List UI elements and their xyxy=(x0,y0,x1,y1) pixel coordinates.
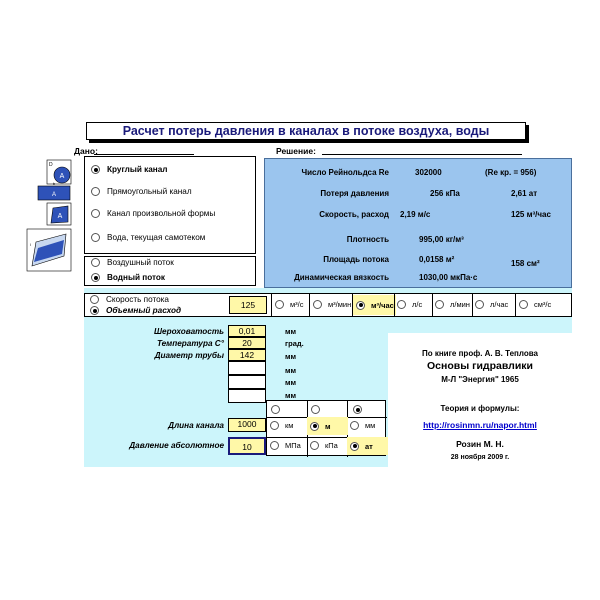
grid-radio-1[interactable] xyxy=(271,405,280,414)
length-input[interactable]: 1000 xyxy=(228,418,266,432)
reynolds-label: Число Рейнольдса Re xyxy=(301,168,389,177)
rate-input[interactable]: 125 xyxy=(229,296,267,314)
book-author-line: По книге проф. А. В. Теплова xyxy=(421,349,538,358)
empty-input-2[interactable] xyxy=(228,375,266,389)
unit-label: кПа xyxy=(325,441,338,450)
book-publisher: М-Л "Энергия" 1965 xyxy=(441,375,519,384)
solution-underline xyxy=(322,154,522,155)
rate-unit-m3s[interactable] xyxy=(275,300,304,309)
channel-type-group xyxy=(84,156,256,254)
rate-row xyxy=(84,293,572,317)
radio-volume[interactable] xyxy=(90,306,99,315)
theory-label: Теория и формулы: xyxy=(440,404,520,413)
reynolds-critical: (Re кр. = 956) xyxy=(485,168,537,177)
unit-label: л/час xyxy=(490,300,509,309)
viscosity-value: 1030,00 мкПа·с xyxy=(419,273,478,282)
rate-unit-m3min[interactable] xyxy=(313,300,351,309)
radio-m3h[interactable] xyxy=(356,301,365,310)
radio-ls[interactable] xyxy=(397,300,406,309)
svg-text:l: l xyxy=(30,242,31,247)
diameter-unit: мм xyxy=(285,352,297,361)
area-value: 0,0158 м² xyxy=(419,255,455,264)
length-unit-m[interactable] xyxy=(307,417,348,435)
author-date: 28 ноября 2009 г. xyxy=(450,454,510,461)
gravity-flow-icon[interactable] xyxy=(26,228,72,272)
rate-option-volume[interactable] xyxy=(90,306,181,315)
rate-option-label: Скорость потока xyxy=(106,295,169,304)
empty-unit-2: мм xyxy=(285,378,297,387)
flow-option-label: Водный поток xyxy=(107,273,165,282)
channel-option-label: Вода, текущая самотеком xyxy=(107,233,206,242)
rate-unit-lh[interactable] xyxy=(475,300,508,309)
reference-panel xyxy=(388,333,572,467)
rate-unit-m3h[interactable] xyxy=(353,295,396,315)
book-title: Основы гидравлики xyxy=(427,360,533,372)
empty-unit-1: мм xyxy=(285,366,297,375)
pressure-loss-label: Потеря давления xyxy=(320,189,389,198)
radio-km[interactable] xyxy=(270,421,279,430)
pressure-loss-at: 2,61 ат xyxy=(511,189,538,198)
radio-cm3s[interactable] xyxy=(519,300,528,309)
channel-option-label: Прямоугольный канал xyxy=(107,187,192,196)
flow-option-label: Воздушный поток xyxy=(107,258,174,267)
length-label: Длина канала xyxy=(168,421,224,430)
pressure-unit-at[interactable] xyxy=(347,437,388,455)
radio-m[interactable] xyxy=(310,422,319,431)
empty-unit-3: мм xyxy=(285,391,297,400)
svg-text:D: D xyxy=(49,162,53,168)
temperature-unit: град. xyxy=(285,339,304,348)
diameter-label: Диаметр трубы xyxy=(154,351,224,360)
temperature-input[interactable]: 20 xyxy=(228,337,266,349)
unit-label: м xyxy=(325,421,331,431)
area-label: Площадь потока xyxy=(323,255,389,264)
channel-option-gravity[interactable] xyxy=(91,233,205,242)
channel-option-label: Круглый канал xyxy=(107,165,168,174)
pressure-loss-kpa: 256 кПа xyxy=(430,189,460,198)
radio-m3min[interactable] xyxy=(313,300,322,309)
flow-value: 125 м³/час xyxy=(511,210,551,219)
pressure-input[interactable]: 10 xyxy=(228,437,266,455)
rate-option-label: Объемный расход xyxy=(106,306,182,315)
grid-radio-3[interactable] xyxy=(353,405,362,414)
radio-rect[interactable] xyxy=(91,187,100,196)
page-title: Расчет потерь давления в каналах в потоке воздуха, воды xyxy=(86,122,526,140)
unit-label: мм xyxy=(365,421,376,430)
diameter-input[interactable]: 142 xyxy=(228,349,266,361)
svg-text:A: A xyxy=(59,173,65,180)
flow-option-water[interactable] xyxy=(91,273,165,282)
pressure-label: Давление абсолютное xyxy=(129,441,224,450)
radio-mpa[interactable] xyxy=(270,441,279,450)
speed-flow-label: Скорость, расход xyxy=(319,210,389,219)
reference-link[interactable]: http://rosinmn.ru/napor.html xyxy=(423,420,537,430)
svg-text:b: b xyxy=(52,182,56,186)
radio-lmin[interactable] xyxy=(435,300,444,309)
pressure-unit-kpa[interactable] xyxy=(310,441,338,450)
radio-water[interactable] xyxy=(91,273,100,282)
solution-label: Решение: xyxy=(276,146,316,156)
radio-mm[interactable] xyxy=(350,421,359,430)
rate-unit-cm3s[interactable] xyxy=(519,300,551,309)
unit-label: см³/с xyxy=(534,300,552,309)
length-unit-mm[interactable] xyxy=(350,421,375,430)
roughness-label: Шероховатость xyxy=(154,327,224,336)
empty-input-3[interactable] xyxy=(228,389,266,403)
channel-option-rect[interactable] xyxy=(91,187,192,196)
radio-arbitrary[interactable] xyxy=(91,209,100,218)
radio-lh[interactable] xyxy=(475,300,484,309)
rate-unit-lmin[interactable] xyxy=(435,300,470,309)
author-name: Розин М. Н. xyxy=(456,439,504,449)
unit-label: км xyxy=(285,421,294,430)
viscosity-label: Динамическая вязкость xyxy=(294,273,389,282)
given-underline xyxy=(94,154,194,155)
rate-option-speed[interactable] xyxy=(90,295,169,304)
radio-speed[interactable] xyxy=(90,295,99,304)
flow-type-group xyxy=(84,256,256,286)
unit-label: м³/час xyxy=(371,300,394,310)
radio-gravity[interactable] xyxy=(91,233,100,242)
channel-option-label: Канал произвольной формы xyxy=(107,209,216,218)
radio-m3s[interactable] xyxy=(275,300,284,309)
arbitrary-channel-icon[interactable] xyxy=(46,202,72,226)
speed-value: 2,19 м/с xyxy=(400,210,431,219)
given-label: Дано: xyxy=(74,146,98,156)
unit-label: м³/с xyxy=(290,300,304,309)
radio-air[interactable] xyxy=(91,258,100,267)
temperature-label: Температура С° xyxy=(156,339,224,348)
length-unit-km[interactable] xyxy=(270,421,293,430)
channel-option-round[interactable] xyxy=(91,165,168,174)
density-label: Плотность xyxy=(346,235,389,244)
area-cm-value: 158 см² xyxy=(511,259,540,268)
unit-label: МПа xyxy=(285,441,301,450)
channel-option-arbitrary[interactable] xyxy=(91,209,215,218)
empty-input-1[interactable] xyxy=(228,361,266,375)
reynolds-value: 302000 xyxy=(415,168,442,177)
density-value: 995,00 кг/м³ xyxy=(419,235,464,244)
flow-option-air[interactable] xyxy=(91,258,174,267)
svg-text:A: A xyxy=(57,213,63,220)
grid-radio-2[interactable] xyxy=(311,405,320,414)
svg-text:A: A xyxy=(51,192,57,198)
radio-at[interactable] xyxy=(350,442,359,451)
unit-label: л/с xyxy=(412,300,423,309)
radio-kpa[interactable] xyxy=(310,441,319,450)
pressure-unit-mpa[interactable] xyxy=(270,441,301,450)
unit-label: л/мин xyxy=(450,300,470,309)
roughness-input[interactable]: 0,01 xyxy=(228,325,266,337)
unit-label: ат xyxy=(365,441,373,451)
radio-round[interactable] xyxy=(91,165,100,174)
unit-label: м³/мин xyxy=(328,300,352,309)
results-panel xyxy=(264,158,572,288)
rect-channel-icon[interactable] xyxy=(36,182,72,204)
roughness-unit: мм xyxy=(285,327,297,336)
rate-unit-ls[interactable] xyxy=(397,300,422,309)
